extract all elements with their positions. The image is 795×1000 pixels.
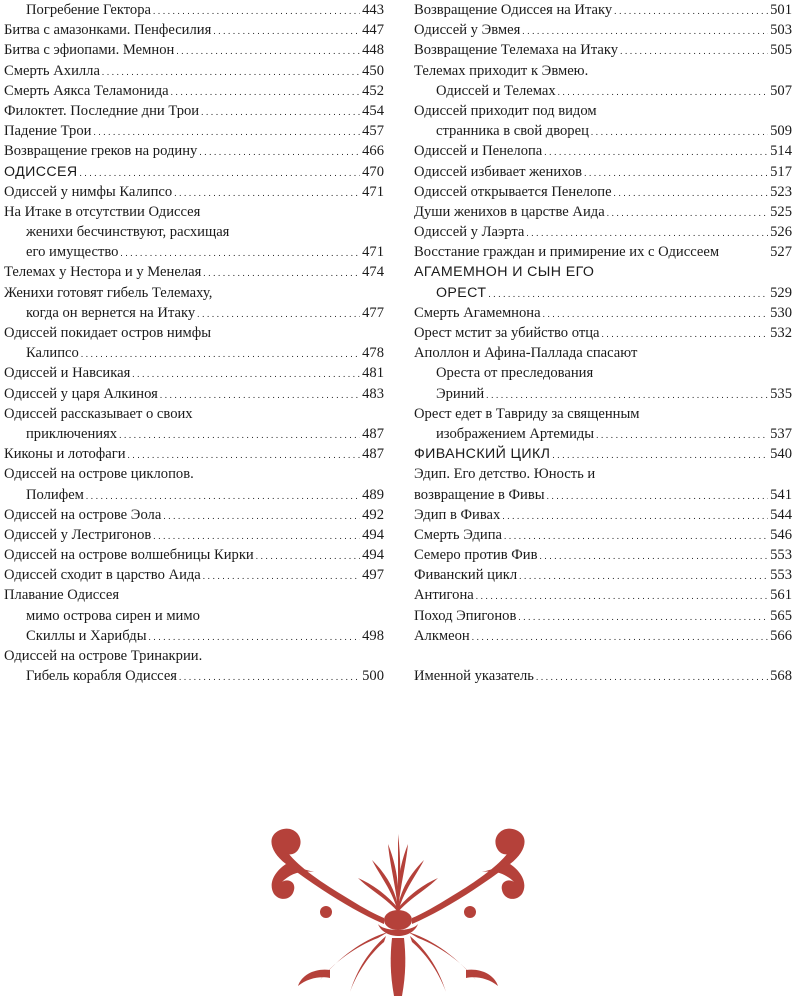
- toc-entry-title: Смерть Эдипа: [414, 526, 503, 543]
- toc-section-title: АГАМЕМНОН И СЫН ЕГО: [414, 264, 595, 281]
- toc-page-number: 530: [770, 304, 792, 321]
- toc-page-number: 527: [770, 244, 792, 261]
- toc-leader-dots: [522, 20, 768, 41]
- toc-entry-title: Аполлон и Афина-Паллада спасают: [414, 345, 638, 362]
- toc-leader-dots: [102, 61, 360, 82]
- toc-entry[interactable]: [414, 323, 792, 343]
- toc-page-number: 500: [362, 668, 384, 685]
- toc-entry-title: его имущество: [26, 244, 119, 261]
- toc-section-title: ОДИССЕЯ: [4, 163, 78, 180]
- toc-entry-title: Калипсо: [26, 345, 79, 362]
- toc-leader-dots: [171, 81, 360, 102]
- toc-page-number: 471: [362, 244, 384, 261]
- toc-leader-dots: [488, 283, 768, 304]
- toc-leader-dots: [476, 585, 768, 606]
- toc-entry-title: Восстание граждан и примирение их с Одиссеем: [414, 244, 720, 261]
- toc-entry-title: Погребение Гектора: [26, 2, 152, 18]
- toc-page-number: 443: [362, 2, 384, 18]
- toc-entry[interactable]: [414, 202, 792, 222]
- toc-leader-dots: [558, 81, 768, 102]
- toc-entry[interactable]: [414, 585, 792, 605]
- toc-entry[interactable]: [4, 81, 384, 101]
- toc-leader-dots: [128, 444, 361, 465]
- toc-page-number: 450: [362, 62, 384, 79]
- toc-page-number: 487: [362, 446, 384, 463]
- toc-entry[interactable]: [4, 0, 384, 20]
- toc-entry-title: странника в свой дворец: [436, 123, 589, 140]
- toc-page-number: 477: [362, 304, 384, 321]
- toc-entry-title: Телемах приходит к Эвмею.: [414, 62, 589, 79]
- toc-entry-title: Эриний: [436, 385, 485, 402]
- toc-page-number: 466: [362, 143, 384, 160]
- toc-entry-title: Возвращение Телемаха на Итаку: [414, 42, 619, 59]
- toc-section-title: ОРЕСТ: [436, 284, 487, 301]
- toc-entry[interactable]: [4, 202, 384, 222]
- toc-entry-title: Одиссей и Пенелопа: [414, 143, 543, 160]
- toc-entry[interactable]: [4, 242, 384, 262]
- toc-entry[interactable]: [414, 20, 792, 40]
- toc-entry[interactable]: [4, 343, 384, 363]
- toc-leader-dots: [526, 222, 768, 243]
- toc-leader-dots: [149, 626, 361, 647]
- toc-entry-title: Смерть Агамемнона: [414, 304, 541, 321]
- toc-leader-dots: [132, 363, 360, 384]
- toc-entry[interactable]: [414, 525, 792, 545]
- toc-page-number: 541: [770, 486, 792, 503]
- toc-entry-title: Поход Эпигонов: [414, 607, 517, 624]
- toc-entry[interactable]: [4, 505, 384, 525]
- toc-leader-dots: [540, 545, 769, 566]
- toc-page-number: 457: [362, 123, 384, 140]
- toc-entry-title: Одиссей у Лаэрта: [414, 224, 525, 241]
- toc-leader-dots: [552, 444, 768, 465]
- toc-entry[interactable]: [414, 565, 792, 585]
- toc-entry[interactable]: [414, 626, 792, 646]
- toc-entry[interactable]: [4, 20, 384, 40]
- toc-entry-title: Одиссей и Телемах: [436, 82, 556, 99]
- toc-page-number: 565: [770, 607, 792, 624]
- toc-entry-title: Семеро против Фив: [414, 547, 538, 564]
- toc-entry[interactable]: [4, 303, 384, 323]
- toc-leader-dots: [504, 525, 768, 546]
- toc-entry[interactable]: [414, 182, 792, 202]
- toc-page-number: 537: [770, 425, 792, 442]
- toc-entry[interactable]: [414, 262, 792, 282]
- toc-entry[interactable]: [414, 101, 792, 121]
- toc-entry[interactable]: [414, 343, 792, 363]
- toc-entry-title: Антигона: [414, 587, 474, 604]
- toc-leader-dots: [614, 182, 769, 203]
- toc-page-number: 507: [770, 82, 792, 99]
- toc-entry-title: Одиссей на острове Тринакрии.: [4, 648, 203, 664]
- toc-entry-title: Эдип. Его детство. Юность и: [414, 466, 596, 483]
- toc-left-column: [4, 0, 384, 686]
- toc-leader-dots: [620, 40, 768, 61]
- toc-page-number: 478: [362, 345, 384, 362]
- toc-page-number: 494: [362, 526, 384, 543]
- toc-entry[interactable]: [4, 121, 384, 141]
- toc-leader-dots: [120, 242, 360, 263]
- toc-entry[interactable]: [4, 283, 384, 303]
- toc-entry-title: мимо острова сирен и мимо: [26, 607, 200, 624]
- toc-entry[interactable]: [414, 485, 792, 505]
- toc-page-number: 497: [362, 567, 384, 584]
- toc-entry[interactable]: [414, 0, 792, 20]
- toc-entry-title: Одиссей и Навсикая: [4, 365, 131, 382]
- toc-entry[interactable]: [4, 464, 384, 484]
- toc-entry[interactable]: [4, 162, 384, 182]
- toc-leader-dots: [519, 565, 768, 586]
- toc-leader-dots: [81, 343, 360, 364]
- toc-leader-dots: [197, 303, 360, 324]
- toc-entry-title: Филоктет. Последние дни Трои: [4, 102, 200, 119]
- toc-entry[interactable]: [4, 61, 384, 81]
- toc-page-number: 526: [770, 224, 792, 241]
- toc-page-number: 568: [770, 668, 792, 685]
- toc-leader-dots: [153, 525, 360, 546]
- toc-entry-title: Плавание Одиссея: [4, 587, 120, 604]
- toc-page-number: 483: [362, 385, 384, 402]
- toc-entry-title: изображением Артемиды: [436, 425, 595, 442]
- toc-entry[interactable]: [4, 545, 384, 565]
- toc-entry-title: Одиссей покидает остров нимфы: [4, 325, 212, 341]
- toc-entry[interactable]: [414, 283, 792, 303]
- toc-leader-dots: [547, 485, 769, 506]
- toc-right-column: [414, 0, 792, 686]
- toc-entry[interactable]: [4, 565, 384, 585]
- toc-page-number: 470: [362, 163, 384, 180]
- toc-entry[interactable]: [4, 444, 384, 464]
- toc-entry-title: Одиссей на острове Эола: [4, 506, 162, 523]
- toc-entry-title: Фиванский цикл: [414, 567, 518, 584]
- toc-page-number: 498: [362, 627, 384, 644]
- toc-entry-title: Одиссей сходит в царство Аида: [4, 567, 201, 584]
- toc-leader-dots: [203, 262, 360, 283]
- toc-page-number: 546: [770, 526, 792, 543]
- toc-leader-dots: [176, 40, 360, 61]
- toc-entry[interactable]: [414, 505, 792, 525]
- toc-leader-dots: [153, 0, 360, 21]
- toc-leader-dots: [174, 182, 360, 203]
- toc-entry-title: Одиссей избивает женихов: [414, 163, 583, 180]
- toc-entry-title: Алкмеон: [414, 627, 470, 644]
- toc-entry[interactable]: [414, 40, 792, 60]
- toc-entry-title: Одиссей рассказывает о своих: [4, 405, 193, 422]
- toc-entry-title: приключениях: [26, 425, 118, 442]
- toc-page-number: 489: [362, 486, 384, 503]
- palmette-ornament-icon: [260, 820, 536, 996]
- toc-entry-title: когда он вернется на Итаку: [26, 304, 196, 321]
- toc-leader-dots: [614, 0, 768, 21]
- toc-entry[interactable]: [414, 81, 792, 101]
- toc-entry[interactable]: [414, 404, 792, 424]
- toc-page-number: 544: [770, 506, 792, 523]
- toc-leader-dots: [213, 20, 360, 41]
- toc-page-number: 529: [770, 284, 792, 301]
- toc-page-number: 525: [770, 203, 792, 220]
- toc-section-title: ФИВАНСКИЙ ЦИКЛ: [414, 446, 551, 463]
- toc-entry[interactable]: [4, 40, 384, 60]
- toc-leader-dots: [163, 505, 360, 526]
- toc-entry[interactable]: [4, 606, 384, 626]
- toc-page-number: 561: [770, 587, 792, 604]
- toc-entry[interactable]: [4, 666, 384, 686]
- toc-page-number: 454: [362, 102, 384, 119]
- toc-leader-dots: [502, 505, 768, 526]
- toc-entry-title: На Итаке в отсутствии Одиссея: [4, 203, 201, 220]
- toc-entry-title: Одиссей на острове волшебницы Кирки: [4, 547, 254, 564]
- toc-leader-dots: [596, 424, 768, 445]
- toc-leader-dots: [584, 162, 768, 183]
- toc-leader-dots: [201, 101, 360, 122]
- toc-page-number: 503: [770, 22, 792, 39]
- toc-page-number: 481: [362, 365, 384, 382]
- toc-entry[interactable]: [414, 545, 792, 565]
- toc-entry-title: Орест едет в Тавриду за священным: [414, 405, 640, 422]
- toc-entry[interactable]: [4, 222, 384, 242]
- toc-entry[interactable]: [4, 182, 384, 202]
- toc-entry[interactable]: [414, 242, 792, 262]
- toc-entry[interactable]: [414, 222, 792, 242]
- toc-entry-title: Киконы и лотофаги: [4, 446, 126, 463]
- toc-entry[interactable]: [414, 363, 792, 383]
- toc-page-number: 452: [362, 82, 384, 99]
- toc-leader-dots: [93, 121, 360, 142]
- toc-entry-title: возвращение в Фивы: [414, 486, 545, 503]
- toc-page-number: 447: [362, 22, 384, 39]
- toc-entry[interactable]: [4, 363, 384, 383]
- toc-leader-dots: [602, 323, 769, 344]
- toc-entry[interactable]: [4, 485, 384, 505]
- toc-entry[interactable]: [4, 384, 384, 404]
- toc-entry-title: Смерть Ахилла: [4, 62, 100, 79]
- toc-entry-title: женихи бесчинствуют, расхищая: [26, 224, 230, 241]
- toc-entry[interactable]: [4, 585, 384, 605]
- toc-leader-dots: [536, 666, 768, 687]
- toc-page-number: 535: [770, 385, 792, 402]
- toc-entry[interactable]: [414, 61, 792, 81]
- toc-entry-title: Именной указатель: [414, 668, 534, 685]
- toc-page-number: 517: [770, 163, 792, 180]
- toc-entry[interactable]: [414, 444, 792, 464]
- toc-leader-dots: [486, 384, 768, 405]
- toc-page-number: 505: [770, 42, 792, 59]
- toc-entry[interactable]: [414, 141, 792, 161]
- toc-page-number: 448: [362, 42, 384, 59]
- toc-entry[interactable]: [414, 666, 792, 686]
- toc-entry-title: Одиссей открывается Пенелопе: [414, 183, 612, 200]
- toc-entry-title: Гибель корабля Одиссея: [26, 668, 178, 685]
- toc-entry[interactable]: [414, 162, 792, 182]
- toc-leader-dots: [119, 424, 360, 445]
- toc-entry[interactable]: [414, 384, 792, 404]
- toc-entry-title: Одиссей у нимфы Калипсо: [4, 183, 173, 200]
- toc-page-number: 553: [770, 547, 792, 564]
- toc-entry[interactable]: [414, 606, 792, 626]
- toc-entry[interactable]: [4, 141, 384, 161]
- toc-entry-title: Полифем: [26, 486, 84, 503]
- toc-entry[interactable]: [414, 464, 792, 484]
- toc-entry-title: Возвращение Одиссея на Итаку: [414, 2, 613, 18]
- toc-leader-dots: [472, 626, 768, 647]
- toc-entry-title: Одиссей приходит под видом: [414, 102, 597, 119]
- toc-page-number: 487: [362, 425, 384, 442]
- toc-entry-title: Телемах у Нестора и у Менелая: [4, 264, 202, 281]
- toc-page-number: 540: [770, 446, 792, 463]
- toc-entry-title: Женихи готовят гибель Телемаху,: [4, 284, 213, 301]
- toc-page-number: 474: [362, 264, 384, 281]
- toc-page-number: 494: [362, 547, 384, 564]
- toc-page-number: 532: [770, 325, 792, 341]
- toc-entry-title: Битва с амазонками. Пенфесилия: [4, 22, 212, 39]
- toc-page-number: 492: [362, 506, 384, 523]
- toc-entry[interactable]: [4, 525, 384, 545]
- toc-entry[interactable]: [4, 424, 384, 444]
- toc-entry-title: Ореста от преследования: [436, 365, 594, 382]
- toc-entry-title: Битва с эфиопами. Мемнон: [4, 42, 175, 59]
- toc-leader-dots: [256, 545, 360, 566]
- toc-page-number: 553: [770, 567, 792, 584]
- toc-entry-title: Одиссей у Эвмея: [414, 22, 521, 39]
- toc-leader-dots: [591, 121, 768, 142]
- toc-entry[interactable]: [4, 646, 384, 666]
- toc-page-number: 523: [770, 183, 792, 200]
- toc-page-number: 566: [770, 627, 792, 644]
- toc-leader-dots: [518, 606, 768, 627]
- toc-page-number: 514: [770, 143, 792, 160]
- toc-page-number: 471: [362, 183, 384, 200]
- toc-leader-dots: [160, 384, 360, 405]
- toc-entry[interactable]: [414, 424, 792, 444]
- toc-entry[interactable]: [4, 101, 384, 121]
- toc-leader-dots: [199, 141, 360, 162]
- toc-page-number: 501: [770, 2, 792, 18]
- toc-entry-title: Орест мстит за убийство отца: [414, 325, 600, 341]
- toc-entry[interactable]: [4, 404, 384, 424]
- toc-entry-title: Падение Трои: [4, 123, 92, 140]
- toc-leader-dots: [179, 666, 360, 687]
- toc-leader-dots: [86, 485, 360, 506]
- toc-entry-title: Души женихов в царстве Аида: [414, 203, 605, 220]
- toc-entry[interactable]: [4, 262, 384, 282]
- toc-leader-dots: [80, 162, 361, 183]
- toc-entry[interactable]: [414, 303, 792, 323]
- toc-leader-dots: [544, 141, 768, 162]
- toc-entry[interactable]: [414, 121, 792, 141]
- toc-entry-title: Скиллы и Харибды: [26, 627, 147, 644]
- toc-entry-title: Одиссей на острове циклопов.: [4, 466, 194, 483]
- toc-leader-dots: [203, 565, 360, 586]
- toc-entry-title: Одиссей у царя Алкиноя: [4, 385, 158, 402]
- toc-entry-title: Возвращение греков на родину: [4, 143, 198, 160]
- toc-entry[interactable]: [4, 626, 384, 646]
- toc-entry-title: Эдип в Фивах: [414, 506, 501, 523]
- toc-entry-title: Смерть Аякса Теламонида: [4, 82, 169, 99]
- toc-page-number: 509: [770, 123, 792, 140]
- toc-entry[interactable]: [4, 323, 384, 343]
- toc-entry-title: Одиссей у Лестригонов: [4, 526, 152, 543]
- toc-spacer: [414, 646, 792, 666]
- toc-leader-dots: [607, 202, 768, 223]
- toc-leader-dots: [543, 303, 769, 324]
